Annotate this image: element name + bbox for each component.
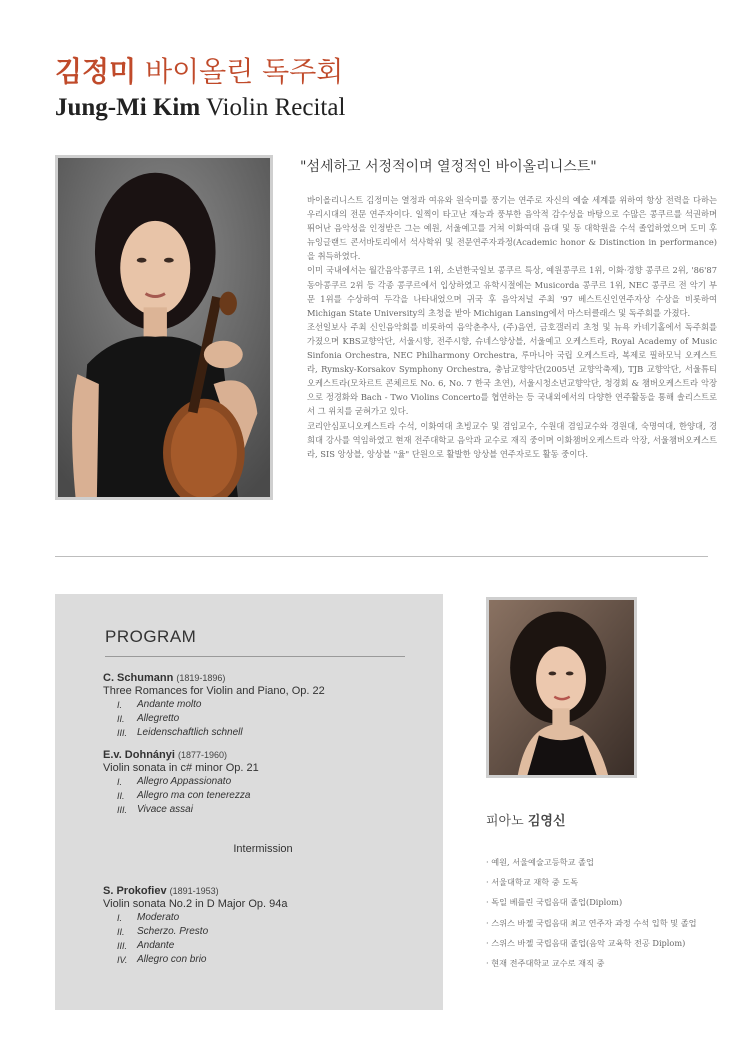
work-title: Three Romances for Violin and Piano, Op. 22	[103, 685, 325, 697]
pianist-portrait-illustration	[489, 600, 634, 775]
movement: III. Vivace assai	[117, 804, 193, 815]
movement: IV. Allegro con brio	[117, 954, 207, 965]
composer-line	[103, 672, 423, 684]
composer-line	[103, 885, 423, 897]
movement: II. Scherzo. Presto	[117, 926, 209, 937]
work-title: Violin sonata in c# minor Op. 21	[103, 762, 259, 774]
program-panel	[55, 594, 443, 1010]
pianist-name-line	[486, 810, 566, 829]
movement: II. Allegro ma con tenerezza	[117, 790, 251, 801]
cv-item: · 서울대학교 재학 중 도독	[486, 877, 579, 888]
title-korean-name: 김정미	[55, 55, 137, 88]
composer-years: (1891-1953)	[169, 886, 219, 896]
movement: I. Allegro Appassionato	[117, 776, 232, 787]
bio-paragraph: 코리안심포니오케스트라 수석, 이화여대 초빙교수 및 겸임교수, 수원대 겸임교수와 경원대, 숙명여대, 한양대, 경희대 강사를 역임하였고 현재 전주대학교 음악과 교수로 재직 중이며 이화챔버오케스트라 악장, 서울챔버오케스트라, SIS 앙상블, 앙상블 "율" 단원으로 활발한 앙상블 연주자로도 활동 중이다.	[307, 420, 717, 459]
title-korean	[55, 50, 343, 90]
composer-name: S. Prokofiev	[103, 885, 167, 897]
program-title: PROGRAM	[105, 627, 197, 646]
violinist-photo	[55, 155, 273, 500]
work-title: Violin sonata No.2 in D Major Op. 94a	[103, 898, 288, 910]
title-korean-rest: 바이올린 독주회	[145, 55, 344, 88]
movement: I. Andante molto	[117, 699, 202, 710]
pianist-name: 김영신	[527, 814, 566, 829]
intermission-label: Intermission	[233, 843, 293, 855]
program-title-rule	[105, 656, 405, 657]
program-list	[103, 672, 423, 967]
movement: II. Allegretto	[117, 713, 180, 724]
title-english	[55, 94, 345, 122]
title-english-rest: Violin Recital	[205, 94, 346, 121]
composer-years: (1819-1896)	[176, 673, 226, 683]
pianist-role: 피아노	[486, 814, 524, 829]
bio-paragraph: 조선일보사 주최 신인음악회를 비롯하여 음악춘추사, (주)음연, 금호갤러리 초청 및 뉴욕 카네기홀에서 독주회를 가졌으며 KBS교향악단, 서울시향, 전주시향, 슈네스양상블, 서울예고 오케스트라, Royal Academy of Music Sinfonia Orchestra, NEC Philharmony Orchestra, 루마니아 국립 오케스트라, 복제로 필하모닉 오케스트라, Rymsky-Korsakov Symphony Orchestra, 충남교향악단(2005년 교향악축제), TJB 교향악단, 서울튜티 오케스트라(모차르트 콘체르토 No. 6, No. 7 한국 초연), 서울시청소년교향악단, 청경회 & 챔버오케스트라 악장으로 정경화와 Bach - Two Violins Concerto를 협연하는 등 국내외에서의 다양한 연주활동을 통해 솔리스트로서 그 위치를 굳혀가고 있다.	[307, 321, 717, 417]
cv-item: · 독일 베를린 국립음대 졸업(Diplom)	[486, 897, 623, 908]
composer-name: C. Schumann	[103, 672, 174, 684]
cv-item: · 예원, 서울예술고등학교 졸업	[486, 857, 594, 867]
bio-paragraph: 바이올리니스트 김정미는 열정과 여유와 원숙미를 풍기는 연주로 자신의 예술 세계를 위하여 항상 전력을 다하는 우리시대의 전문 연주자이다. 일찍이 타고난 재능과 풍부한 음악적 감수성을 바탕으로 수많은 콩쿠르를 석권하며 뛰어난 음악성을 인정받은 그는 예원, 서울예고를 거쳐 이화여대 음대 및 동 대학원을 수석 졸업하였으며 도미 후 뉴잉글랜드 콘서바토리에서 석사학위 및 전문연주자과정(Academic honor & Distinction in performance)을 취득하였다.	[307, 195, 717, 262]
pianist-cv	[486, 852, 726, 973]
composer-years: (1877-1960)	[177, 750, 228, 760]
biography	[307, 193, 717, 461]
cv-item: · 현재 전주대학교 교수로 재직 중	[486, 958, 605, 969]
cv-item: · 스위스 바젤 국립음대 졸업(음악 교육학 전공 Diplom)	[486, 937, 686, 948]
movement: III. Andante	[117, 940, 175, 951]
movement: I. Moderato	[117, 912, 180, 923]
cv-item: · 스위스 바젤 국립음대 최고 연주자 과정 수석 입학 및 졸업	[486, 917, 697, 928]
tagline-quote: "섬세하고 서정적이며 열정적인 바이올리니스트"	[300, 159, 597, 175]
section-divider	[55, 556, 708, 557]
movement: III. Leidenschaftlich schnell	[117, 727, 243, 738]
composer-line	[103, 749, 423, 761]
violinist-portrait-illustration	[58, 158, 270, 497]
composer-name: E.v. Dohnányi	[103, 749, 175, 761]
pianist-photo	[486, 597, 637, 778]
title-english-name: Jung-Mi Kim	[55, 94, 201, 121]
bio-paragraph: 이미 국내에서는 월간음악콩쿠르 1위, 소년한국일보 콩쿠르 특상, 예원콩쿠르 1위, 이화·경향 콩쿠르 2위, '86'87 동아콩쿠르 2위 등 각종 콩쿠르에서 입상하였고 유학시절에는 Musicorda 콩쿠르 1위, NEC 콩쿠르 전 악기 부문 1위를 수상하여 두각을 나타내었으며 귀국 후 음악저널 주최 '97 베스트신인연주자상 수상을 비롯하여 Michigan State University의 초청을 받아 Michigan Lansing에서 마스터클래스 및 독주회를 가졌다.	[307, 265, 717, 318]
